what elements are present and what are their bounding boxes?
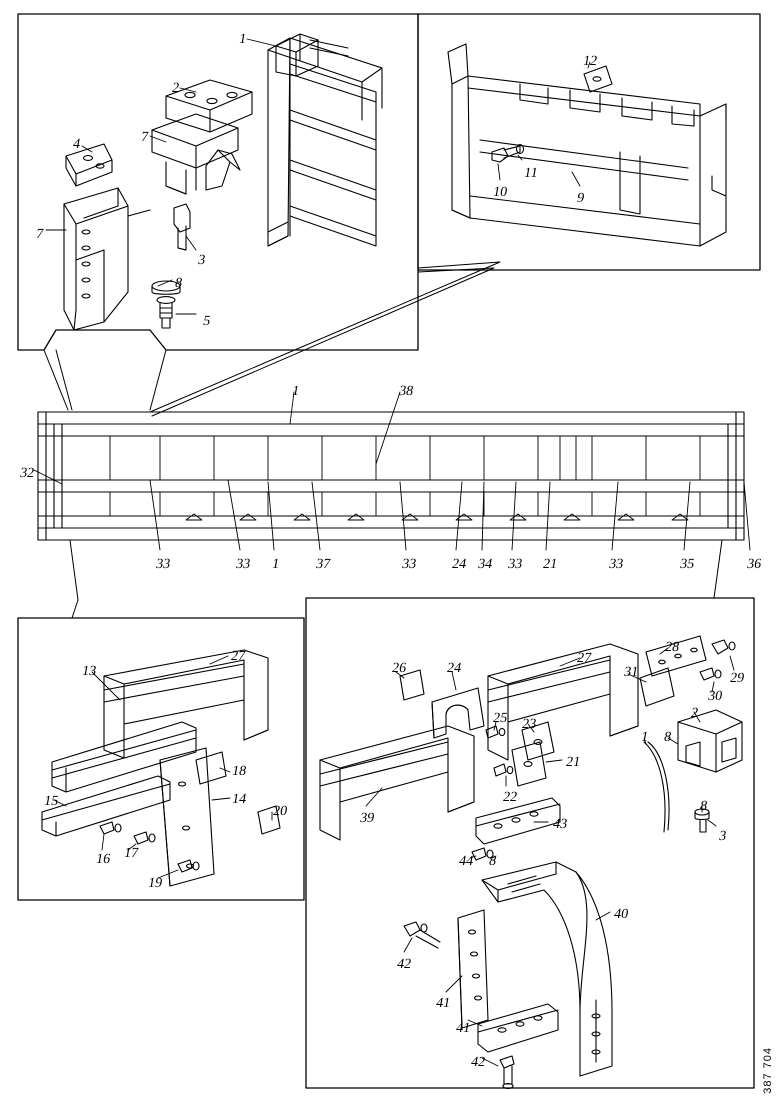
callout-label: 33 xyxy=(607,557,625,572)
top-left-leaders xyxy=(46,39,276,314)
callout-label: 8 xyxy=(487,854,498,869)
callout-label: 1 xyxy=(237,32,248,47)
callout-label: 23 xyxy=(520,717,538,732)
callout-label: 7 xyxy=(139,130,150,145)
callout-label: 33 xyxy=(154,557,172,572)
main-frame-leaders xyxy=(34,392,750,550)
callout-label: 8 xyxy=(662,730,673,745)
callout-label: 39 xyxy=(358,811,376,826)
callout-label: 10 xyxy=(491,185,509,200)
callout-label: 31 xyxy=(622,665,640,680)
callout-label: 26 xyxy=(390,661,408,676)
callout-label: 12 xyxy=(581,54,599,69)
callout-label: 41 xyxy=(434,996,452,1011)
callout-label: 27 xyxy=(229,649,247,664)
callout-label: 25 xyxy=(491,711,509,726)
callout-label: 14 xyxy=(230,792,248,807)
callout-label: 37 xyxy=(314,557,332,572)
callout-label: 40 xyxy=(612,907,630,922)
callout-label: 38 xyxy=(397,384,415,399)
callout-label: 33 xyxy=(234,557,252,572)
callout-label: 44 xyxy=(457,854,475,869)
callout-label: 13 xyxy=(80,664,98,679)
callout-label: 35 xyxy=(678,557,696,572)
callout-label: 3 xyxy=(717,829,728,844)
callout-label: 33 xyxy=(506,557,524,572)
callout-label: 33 xyxy=(400,557,418,572)
callout-label: 43 xyxy=(551,817,569,832)
callout-label: 2 xyxy=(689,706,700,721)
callout-label: 5 xyxy=(201,314,212,329)
callout-label: 7 xyxy=(34,227,45,242)
callout-label: 22 xyxy=(501,790,519,805)
callout-label: 32 xyxy=(18,466,36,481)
main-frame xyxy=(38,412,744,540)
callout-label: 29 xyxy=(728,671,746,686)
callout-label: 15 xyxy=(42,794,60,809)
callout-label: 34 xyxy=(476,557,494,572)
callout-label: 1 xyxy=(639,730,650,745)
callout-label: 16 xyxy=(94,852,112,867)
callout-label: 11 xyxy=(522,166,539,181)
top-right-assembly xyxy=(448,44,726,246)
callout-label: 18 xyxy=(230,764,248,779)
callout-label: 30 xyxy=(706,689,724,704)
callout-label: 9 xyxy=(575,191,586,206)
callout-label: 21 xyxy=(541,557,559,572)
callout-label: 41 xyxy=(454,1021,472,1036)
callout-label: 19 xyxy=(146,876,164,891)
callout-label: 2 xyxy=(170,81,181,96)
callout-label: 17 xyxy=(122,846,140,861)
top-left-assembly xyxy=(64,34,382,330)
callout-label: 20 xyxy=(271,804,289,819)
callout-label: 24 xyxy=(450,557,468,572)
callout-label: 27 xyxy=(575,651,593,666)
callout-label: 4 xyxy=(71,137,82,152)
callout-label: 42 xyxy=(469,1055,487,1070)
top-right-leaders xyxy=(498,62,590,186)
callout-label: 1 xyxy=(290,384,301,399)
drawing-code: 387 704 xyxy=(762,1047,774,1094)
callout-label: 8 xyxy=(698,799,709,814)
callout-label: 24 xyxy=(445,661,463,676)
callout-label: 42 xyxy=(395,957,413,972)
bottom-right-assembly xyxy=(320,636,742,1088)
callout-label: 36 xyxy=(745,557,763,572)
callout-label: 3 xyxy=(196,253,207,268)
callout-label: 8 xyxy=(173,276,184,291)
callout-label: 21 xyxy=(564,755,582,770)
callout-label: 28 xyxy=(663,640,681,655)
callout-label: 1 xyxy=(270,557,281,572)
